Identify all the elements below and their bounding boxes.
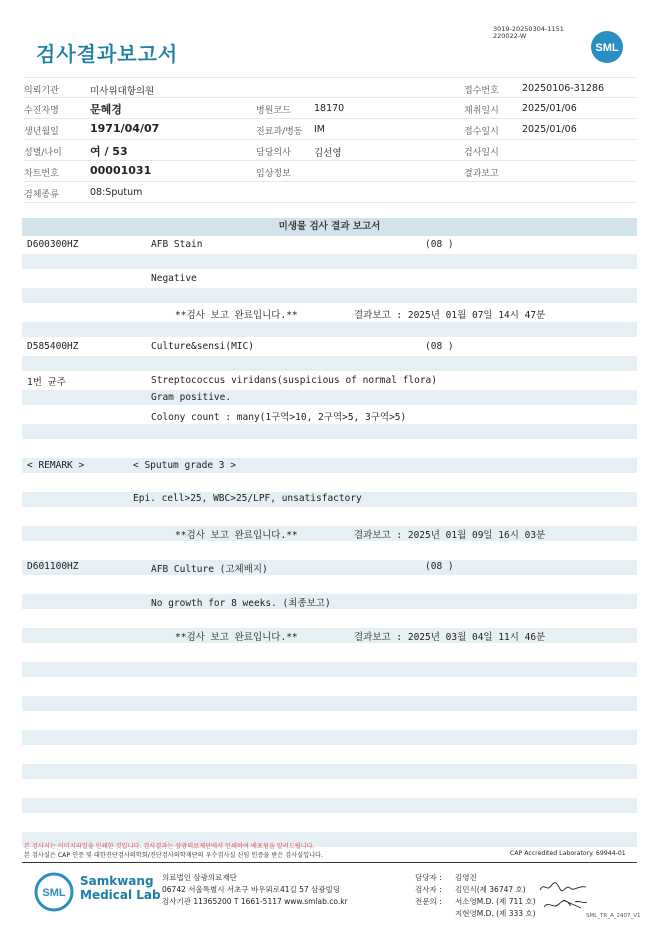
- report-line-done2-time: 결과보고 : 2025년 01월 09일 16시 03분: [354, 530, 546, 541]
- row-band: [22, 390, 637, 405]
- field-label: 검체종류: [24, 190, 59, 200]
- row-band: [22, 288, 637, 303]
- report-line-culture-spec: (08 ): [425, 341, 454, 352]
- row-band: [22, 424, 637, 439]
- print-notice: 본 검사지는 이미지파일을 인쇄한 것입니다. 검사결과는 삼광의료재단에서 인쇄하여 배포됨을 알려드립니다.: [24, 843, 315, 850]
- staff-row: [415, 884, 536, 896]
- svg-text:SML: SML: [42, 887, 66, 899]
- report-line-remark-detail: Epi. cell>25, WBC>25/LPF, unsatisfactory: [133, 493, 362, 504]
- patient-info-table: [24, 77, 637, 203]
- field-value: 2025/01/06: [522, 124, 577, 135]
- cap-accreditation: CAP Accredited Laboratory. 69944-01: [510, 850, 626, 857]
- field-label: 담당의사: [256, 148, 291, 158]
- report-line-done1-time: 결과보고 : 2025년 01월 07일 14시 47분: [354, 310, 546, 321]
- signature-icon: [541, 896, 589, 912]
- staff-row: [415, 908, 536, 920]
- lab-name-line: Medical Lab: [80, 888, 161, 902]
- field-label: 의뢰기관: [24, 86, 59, 96]
- row-band: [22, 322, 637, 337]
- row-band: [22, 662, 637, 677]
- report-line-afb-culture-result: No growth for 8 weeks. (최종보고): [151, 598, 331, 609]
- report-line-afb-culture-name: AFB Culture (고체배지): [151, 564, 268, 575]
- field-label: 차트번호: [24, 169, 59, 179]
- signature-icon: [538, 880, 588, 894]
- row-band: [22, 730, 637, 745]
- field-value: 2025/01/06: [522, 103, 577, 114]
- sml-logo-icon: [590, 30, 624, 64]
- report-line-culture-name: Culture&sensi(MIC): [151, 341, 254, 352]
- staff-name: 서소영M.D. (제 711 호): [455, 897, 536, 906]
- row-band: [22, 798, 637, 813]
- staff-role: 전문의 :: [415, 897, 442, 906]
- report-line-culture-code: D585400HZ: [27, 341, 79, 352]
- staff-list: [415, 872, 536, 920]
- address-line: 06742 서울특별시 서초구 바우뫼로41길 57 삼광빌딩: [162, 885, 341, 894]
- form-id: SML_TR_A_2407_V1: [586, 913, 641, 919]
- report-line-isolate-org: Streptococcus viridans(suspicious of normal flora): [151, 375, 437, 386]
- report-line-isolate-count: Colony count : many(1구역>10, 2구역>5, 3구역>5): [151, 412, 407, 423]
- row-band: [22, 356, 637, 371]
- field-label: 결과보고: [464, 169, 499, 179]
- document-id-line: 3019-20250304-1151: [493, 25, 564, 33]
- field-label: 성별/나이: [24, 148, 62, 158]
- report-line-done3: **검사 보고 완료입니다.**: [175, 632, 298, 643]
- report-line-afb-culture-code: D601100HZ: [27, 561, 79, 572]
- report-line-afb-stain-code: D600300HZ: [27, 239, 79, 250]
- report-line-afb-culture-spec: (08 ): [425, 561, 454, 572]
- staff-name: 김민식(제 36747 호): [455, 885, 526, 894]
- field-label: 접수번호: [464, 86, 499, 96]
- field-label: 진료과/병동: [256, 127, 303, 137]
- field-label: 병원코드: [256, 106, 291, 116]
- report-line-afb-stain-spec: (08 ): [425, 239, 454, 250]
- report-heading: 미생물 검사 결과 보고서: [22, 218, 637, 236]
- report-line-remark-grade: < Sputum grade 3 >: [133, 460, 236, 471]
- row-band: [22, 560, 637, 575]
- report-line-remark-label: < REMARK >: [27, 460, 85, 471]
- report-line-afb-stain-name: AFB Stain: [151, 239, 203, 250]
- field-label: 임상정보: [256, 169, 291, 179]
- row-band: [22, 458, 637, 473]
- address-line: 검사기관 11365200 T 1661-5117 www.smlab.co.kr: [162, 897, 348, 906]
- patient-info-row: [24, 161, 637, 182]
- row-band: [22, 254, 637, 269]
- lab-address: [162, 872, 348, 908]
- field-value: 김선영: [314, 148, 342, 159]
- patient-info-row: [24, 77, 637, 98]
- field-value: 08:Sputum: [90, 187, 143, 198]
- field-label: 검사일시: [464, 148, 499, 158]
- patient-info-row: [24, 119, 637, 140]
- report-line-isolate-label: 1번 균주: [27, 377, 66, 388]
- field-value: 18170: [314, 103, 345, 114]
- row-band: [22, 696, 637, 711]
- staff-name: 지현영M.D. (제 333 호): [455, 909, 536, 918]
- field-value: 00001031: [90, 164, 152, 177]
- staff-row: [415, 896, 536, 908]
- lab-name-line: Samkwang: [80, 874, 154, 888]
- report-body: [22, 236, 637, 856]
- staff-role: 검사자 :: [415, 885, 442, 894]
- report-line-done1: **검사 보고 완료입니다.**: [175, 310, 298, 321]
- document-id: [493, 26, 564, 40]
- report-line-afb-stain-result: Negative: [151, 273, 197, 284]
- document-id-line: 220022-W: [493, 32, 527, 40]
- patient-info-row: [24, 140, 637, 161]
- micro-report: [22, 218, 637, 856]
- field-label: 접수일시: [464, 127, 499, 137]
- field-value: 문혜경: [90, 103, 122, 116]
- field-value: 20250106-31286: [522, 83, 605, 94]
- field-value: IM: [314, 124, 325, 135]
- staff-role: 담당자 :: [415, 873, 442, 882]
- field-value: 1971/04/07: [90, 122, 160, 135]
- patient-info-row: [24, 98, 637, 119]
- staff-row: [415, 872, 536, 884]
- field-value: 미사위대항의원: [90, 86, 155, 97]
- sml-logo-text: SML: [595, 42, 619, 54]
- lab-name: [80, 874, 161, 902]
- address-line: 의료법인 삼광의료재단: [162, 873, 237, 882]
- row-band: [22, 764, 637, 779]
- report-line-done3-time: 결과보고 : 2025년 03월 04일 11시 46분: [354, 632, 546, 643]
- field-label: 채취일시: [464, 106, 499, 116]
- footer-divider: [22, 862, 637, 863]
- field-label: 생년월일: [24, 127, 59, 137]
- staff-name: 김영진: [455, 873, 477, 882]
- page-title: 검사결과보고서: [36, 42, 179, 66]
- report-line-done2: **검사 보고 완료입니다.**: [175, 530, 298, 541]
- samkwang-logo-icon: [34, 872, 74, 912]
- field-value: 여 / 53: [90, 145, 128, 158]
- patient-info-row: [24, 182, 637, 203]
- field-label: 수진자명: [24, 106, 59, 116]
- report-line-isolate-gram: Gram positive.: [151, 392, 232, 403]
- certification-note: 본 검사실은 CAP 인증 및 대한진단검사의학회/진단검사의학재단의 우수검사실 신임 인증을 받은 검사실입니다.: [24, 852, 323, 859]
